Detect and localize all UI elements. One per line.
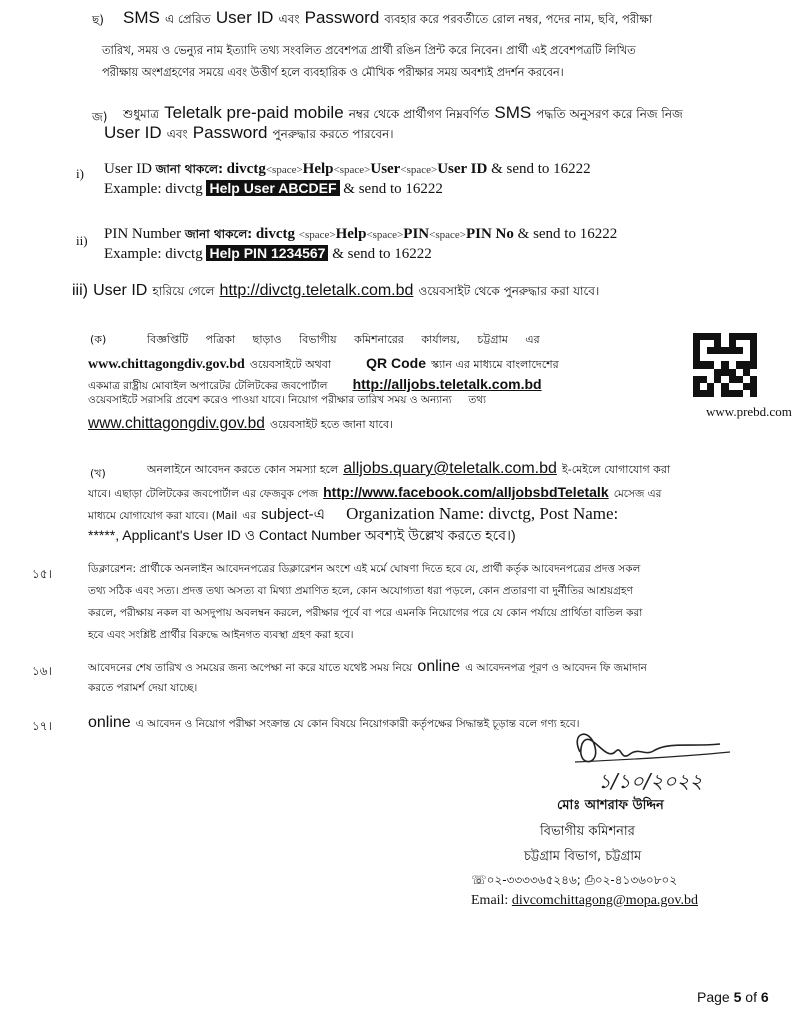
- text: send to 16222: [347, 246, 432, 262]
- text: করলে, পরীক্ষায় নকল বা অসদুপায় অবলম্বন করলে, পরীক্ষার পূর্বে বা পরে এমনকি নিয়োগের পরে যে কোন পর্যায়ে প্রার্থিতা বাতিল করা: [88, 607, 643, 619]
- text: বিজ্ঞপ্তিটি পত্রিকা ছাড়াও বিভাগীয় কমিশনারের কার্যালয়, চট্টগ্রাম এর: [147, 333, 540, 346]
- text: পরীক্ষায় অংশগ্রহণের সময়ে এবং উত্তীর্ণ হলে ব্যবহারিক ও মৌখিক পরীক্ষার সময় অবশ্যই প্রদর্শন করবেন।: [102, 66, 564, 79]
- list-number: ii): [76, 233, 88, 248]
- text: ওয়েবসাইট থেকে পুনরুদ্ধার করা যাবে।: [418, 284, 600, 298]
- qr-code-icon: [693, 333, 757, 397]
- website-link[interactable]: www.chittagongdiv.gov.bd: [88, 357, 245, 372]
- text: Example: divctg: [104, 181, 203, 197]
- text: জানা থাকলে:: [184, 227, 253, 241]
- example-highlight: Help User ABCDEF: [206, 180, 339, 196]
- text: User ID: [93, 282, 148, 299]
- text: Teletalk pre-paid mobile: [164, 103, 344, 122]
- text: এর: [242, 510, 257, 522]
- text: এবং: [166, 127, 188, 141]
- signature-date: ১/১০/২০২২: [598, 769, 703, 793]
- text: <space>: [429, 229, 466, 241]
- text: &: [491, 161, 503, 177]
- text: divctg: [255, 226, 295, 242]
- item-label: ছ): [92, 13, 104, 27]
- email-link[interactable]: divcomchittagong@mopa.gov.bd: [511, 893, 699, 908]
- text: ওয়েবসাইটে অথবা: [249, 358, 332, 371]
- text: subject-এ: [261, 506, 326, 523]
- text: PIN No: [465, 226, 514, 242]
- text: online: [88, 714, 131, 731]
- text: মাধ্যমে যোগাযোগ করা যাবে। (Mail: [88, 510, 238, 522]
- signatory-designation: বিভাগীয় কমিশনার: [540, 824, 635, 839]
- text: অনলাইনে আবেদন করতে কোন সমস্যা হলে: [147, 463, 339, 476]
- contact-line: [471, 872, 677, 892]
- text: মেসেজ এর: [613, 488, 662, 500]
- fax-icon: ⎙: [584, 872, 595, 887]
- text: Page: [697, 989, 730, 1005]
- text: পুনরুদ্ধার করতে পারবেন।: [272, 127, 394, 141]
- text: send to 16222: [506, 161, 591, 177]
- text: <space>: [366, 229, 404, 241]
- text: Help: [302, 161, 334, 177]
- text: একমাত্র রাষ্ট্রীয় মোবাইল অপারেটর টেলিটকের জবপোর্টাল: [88, 380, 328, 392]
- text: এ আবেদনপত্র পূরণ ও আবেদন ফি জমাদান: [465, 662, 647, 674]
- website-link[interactable]: www.chittagongdiv.gov.bd: [88, 415, 265, 432]
- text: Help: [335, 226, 367, 242]
- text: &: [332, 246, 344, 262]
- item-label: (খ): [90, 467, 106, 480]
- text: *****, Applicant's User ID ও Contact Number অবশ্যই উল্লেখ করতে হবে।): [88, 527, 516, 543]
- text: শুধুমাত্র: [123, 107, 160, 121]
- text: QR Code: [366, 355, 427, 371]
- text: হবে এবং সংশ্লিষ্ট প্রার্থীর বিরুদ্ধে আইনগত ব্যবস্থা গ্রহণ করা হবে।: [88, 629, 354, 641]
- text: নম্বর থেকে প্রার্থীগণ নিম্নবর্ণিত: [348, 107, 490, 121]
- text: পদ্ধতি অনুসরণ করে নিজ নিজ: [536, 107, 683, 121]
- text: PIN Number: [104, 226, 182, 242]
- text: যাবে। এছাড়া টেলিটকের জবপোর্টাল এর ফেজবুক পেজ: [88, 488, 319, 500]
- text: SMS: [494, 103, 532, 122]
- watermark: www.prebd.com: [706, 404, 792, 419]
- email-label: Email:: [471, 893, 509, 908]
- signatory-name: মোঃ আশরাফ উদ্দিন: [557, 798, 664, 813]
- text: 6: [760, 989, 769, 1005]
- text: send to 16222: [358, 181, 443, 197]
- text: আবেদনের শেষ তারিখ ও সময়ের জন্য অপেক্ষা না করে যাতে যথেষ্ট সময় নিয়ে: [88, 662, 413, 674]
- sms-method-iii: [72, 280, 599, 303]
- text: করতে পরামর্শ দেয়া যাচ্ছে।: [88, 682, 198, 694]
- facebook-link[interactable]: http://www.facebook.com/alljobsbdTeletalk: [323, 484, 609, 500]
- text: User ID: [104, 123, 162, 142]
- text: &: [517, 226, 530, 242]
- phone-number: ০২-৩৩৩৩৬৫২৪৬;: [486, 873, 581, 887]
- text: Password: [304, 8, 380, 27]
- text: SMS: [123, 8, 160, 27]
- text: send to 16222: [533, 226, 618, 242]
- phone-icon: ☏: [471, 872, 487, 887]
- example-highlight: Help PIN 1234567: [206, 245, 328, 261]
- item-label: জ): [92, 110, 108, 124]
- text: User ID: [437, 161, 488, 177]
- page-number: [697, 989, 769, 1005]
- list-number: iii): [72, 282, 88, 299]
- jobportal-link[interactable]: http://alljobs.teletalk.com.bd: [352, 376, 542, 392]
- item-number: ১৬।: [32, 664, 52, 678]
- text: <space>: [298, 229, 336, 241]
- text: স্ক্যান এর মাধ্যমে বাংলাদেশের: [431, 358, 559, 371]
- text: ওয়েবসাইট হতে জানা যাবে।: [270, 418, 394, 431]
- text: হারিয়ে গেলে: [152, 284, 215, 298]
- text: Example: divctg: [104, 246, 203, 262]
- item-number: ১৫।: [32, 567, 52, 581]
- text: User ID: [104, 161, 152, 177]
- text: User: [370, 161, 401, 177]
- support-email-link[interactable]: alljobs.quary@teletalk.com.bd: [343, 460, 557, 477]
- text: এ প্রেরিত: [164, 12, 211, 26]
- text: online: [417, 658, 461, 675]
- text: of: [745, 989, 757, 1005]
- text: &: [343, 181, 355, 197]
- text: <space>: [265, 164, 303, 176]
- text: এবং: [278, 12, 300, 26]
- text: divctg: [226, 161, 266, 177]
- text: তথ্য সঠিক এবং সত্য। প্রদত্ত তথ্য অসত্য বা মিথ্যা প্রমাণিত হলে, কোন অযোগ্যতা ধরা পড়লে, কোন প্রতারণা বা দুর্নীতির আশ্রয়গ্রহণ: [88, 585, 633, 597]
- item-label: (ক): [90, 333, 107, 346]
- text: জানা থাকলে:: [155, 162, 223, 176]
- text: এ আবেদন ও নিয়োগ পরীক্ষা সংক্রান্ত যে কোন বিষয়ে নিয়োগকারী কর্তৃপক্ষের সিদ্ধান্তই চূড়ান্ত বলে গণ্য হবে।: [135, 718, 580, 730]
- text: User ID: [215, 8, 274, 27]
- text: ডিক্লারেশন: প্রার্থীকে অনলাইন আবেদনপত্রের ডিক্লারেশন অংশে এই মর্মে ঘোষণা দিতে হবে যে, প্রার্থী কর্তৃক আবেদনপত্রের প্রদত্ত সকল: [88, 563, 641, 575]
- recovery-link[interactable]: http://divctg.teletalk.com.bd: [219, 282, 414, 299]
- text: Password: [192, 123, 268, 142]
- text: তারিখ, সময় ও ভেন্যুর নাম ইত্যাদি তথ্য সংবলিত প্রবেশপত্র প্রার্থী রঙিন প্রিন্ট করে নিবেন। প্রার্থী এই প্রবেশপত্রটি লিখিত: [102, 44, 636, 57]
- text: ওয়েবসাইটে সরাসরি প্রবেশ করেও পাওয়া যাবে। নিয়োগ পরীক্ষার তারিখ সময় ও অন্যান্য তথ্য: [88, 394, 487, 406]
- text: <space>: [333, 164, 371, 176]
- text: ব্যবহার করে পরবর্তীতে রোল নম্বর, পদের নাম, ছবি, পরীক্ষা: [384, 12, 653, 26]
- text: <space>: [400, 164, 438, 176]
- signatory-office: চট্টগ্রাম বিভাগ, চট্টগ্রাম: [524, 849, 642, 864]
- fax-number: ০২-৪১৩৬০৮০২: [594, 873, 678, 887]
- list-number: i): [76, 166, 84, 181]
- text: ই-মেইলে যোগাযোগ করা: [562, 463, 671, 476]
- text: 5: [733, 989, 742, 1005]
- text: Organization Name: divctg, Post Name:: [346, 504, 619, 523]
- item-number: ১৭।: [32, 719, 52, 733]
- text: PIN: [403, 226, 430, 242]
- email-line: [471, 893, 698, 909]
